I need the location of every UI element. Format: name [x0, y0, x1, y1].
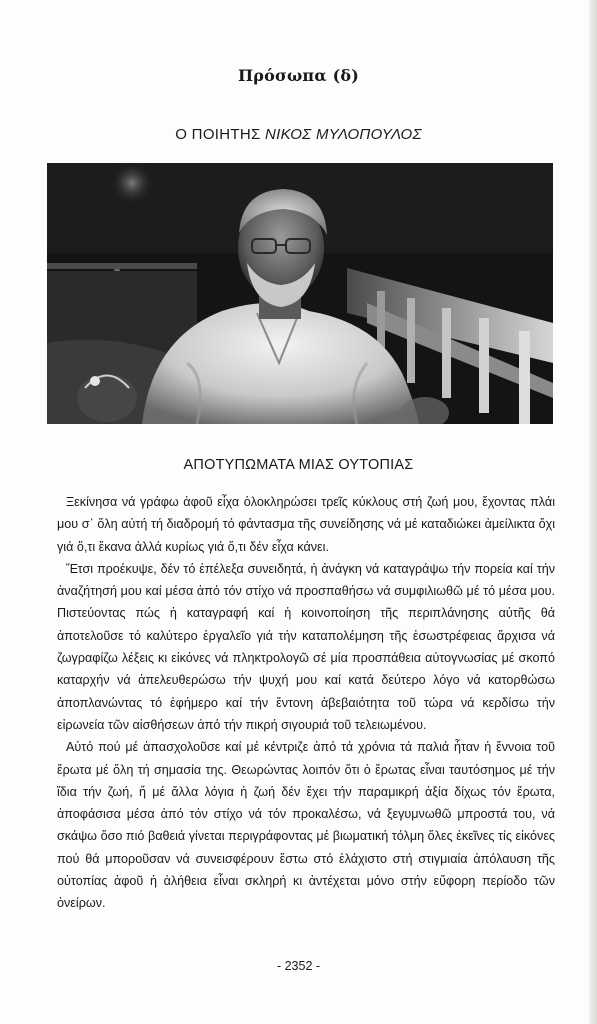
- article-title: [0, 126, 597, 143]
- poet-photo-image: [47, 163, 553, 424]
- scan-edge-shadow: [589, 0, 597, 1024]
- paragraph: Ἔτσι προέκυψε, δέν τό ἐπέλεξα συνειδητά, ἡ ἀνάγκη νά καταγράψω τήν πορεία καί τήν ἀναζήτησή μου καί μέσα ἀπό τόν στίχο νά προσπαθήσω νά συμφιλιωθῶ μέ τό μέσα μου. Πιστεύοντας πώς ἡ καταγραφή καί ἡ κοινοποίηση τῆς περιπλάνησης αὐτῆς θά ἀποτελοῦσε τό καλύτερο ἐργαλεῖο γιά τήν καταπολέμηση τῆς ἐσωστρέφειας ἄρχισα νά ζωγραφίζω λέξεις κι εἰκόνες νά πληκτρολογῶ σέ μία προσπάθεια αὐτογνωσίας μέ σκοπό καταρχήν νά ἀπελευθερώσω τήν ψυχή μου καί κατά δεύτερο λόγο νά κατορθώσω ἀποπλανώντας τό ἐφήμερο καί τήν ἔντονη ἀβεβαιότητα τοῦ τώρα νά κερδίσω τήν εἰρωνεία τῶν αἰσθήσεων ἀπό τήν πικρή σιγουριά τοῦ τελειωμένου.: [57, 561, 555, 732]
- paragraph: Ξεκίνησα νά γράφω ἀφοῦ εἶχα ὁλοκληρώσει τρεῖς κύκλους στή ζωή μου, ἔχοντας πλάι μου σ᾽ ὅλη αὐτή τή διαδρομή τό φάντασμα τῆς συνείδησης νά μέ καταδιώκει ἀμείλικτα ὄχι γιά ὅ,τι ἔκανα ἀλλά κυρίως γιά ὅ,τι δέν εἶχα κάνει.: [57, 495, 555, 554]
- title-prefix: Ο ΠΟΙΗΤΗΣ: [175, 126, 261, 143]
- page-number: - 2352 -: [276, 959, 321, 973]
- article-subtitle: ΑΠΟΤΥΠΩΜΑΤΑ ΜΙΑΣ ΟΥΤΟΠΙΑΣ: [183, 457, 414, 473]
- poet-photo: [47, 163, 553, 424]
- section-heading: Πρόσωπα (δ): [237, 66, 360, 85]
- poet-name: ΝΙΚΟΣ ΜΥΛΟΠΟΥΛΟΣ: [265, 126, 422, 143]
- paragraph: Αὐτό πού μέ ἀπασχολοῦσε καί μέ κέντριζε ἀπό τά χρόνια τά παλιά ἦταν ἡ ἔννοια τοῦ ἔρωτα μέ ὅλη τή σημασία της. Θεωρώντας λοιπόν ὅτι ὁ ἔρωτας εἶναι ταυτόσημος μέ τήν ἴδια τήν ζωή, ἤ μέ ἄλλα λόγια ἡ ζωή δέν ἔχει τήν παραμικρή ἀξία δίχως τόν ἔρωτα, ἀποφάσισα μέσα ἀπό τόν στίχο νά τόν προκαλέσω, νά ξεγυμνωθῶ μπροστά του, νά σκάψω ὅσο πιό βαθειά γίνεται περιγράφοντας μέ βιωματική τόλμη ὅλες ἐκεῖνες τίς εἰκόνες πού θά μποροῦσαν νά συνεισφέρουν ἔστω στό ἐλάχιστο στή στιγμιαία ἀπόλαυση τῆς οὐτοπίας ἀφοῦ ἡ ἀλήθεια εἶναι σκληρή κι ἀντέχεται μόνο στήν εὔφορη περίοδο τῶν ὀνείρων.: [57, 740, 555, 911]
- article-body: [57, 491, 555, 915]
